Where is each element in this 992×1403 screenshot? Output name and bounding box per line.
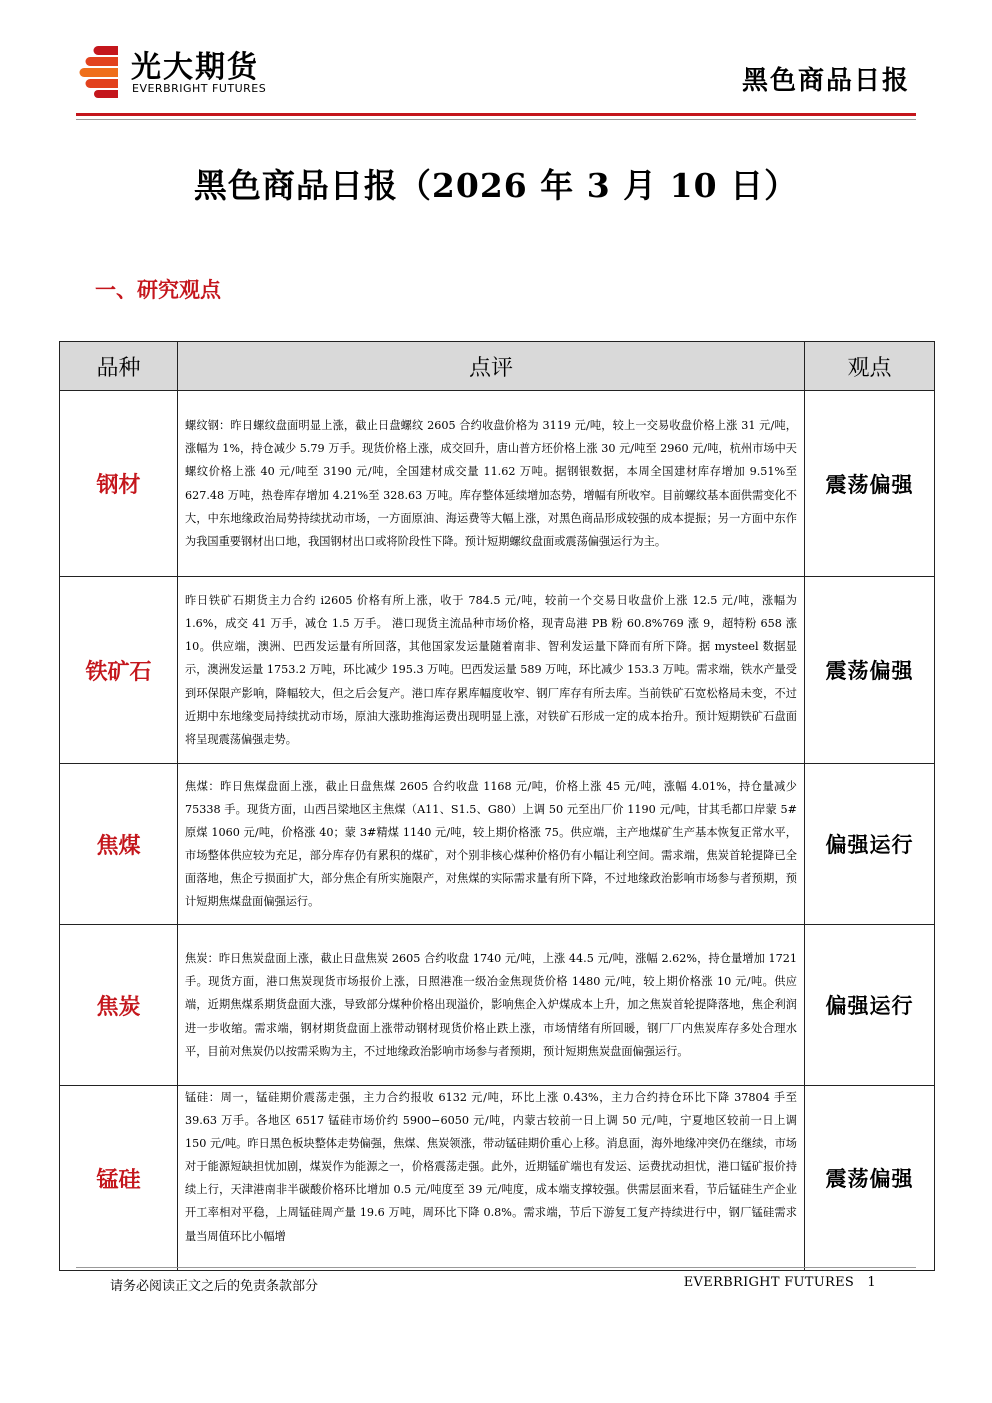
row-view: 震荡偏强 [805, 1086, 935, 1271]
header-red-rule [76, 113, 916, 116]
header-view: 观点 [805, 342, 935, 391]
logo-english-name: EVERBRIGHT FUTURES [132, 82, 267, 95]
row-view: 偏强运行 [805, 925, 935, 1086]
footer-rule [76, 1267, 916, 1268]
header-category: 品种 [60, 342, 178, 391]
row-comment: 焦炭：昨日焦炭盘面上涨，截止日盘焦炭 2605 合约收盘 1740 元/吨，上涨 44.5 元/吨，涨幅 2.62%，持仓量增加 1721 手。现货方面，港口焦炭现货市场报价上涨，日照港准一级冶金焦现货价格 1480 元/吨，较上期价格涨 10 元/吨。供应端，近期焦煤系期货盘面大涨，导致部分煤种价格出现溢价，影响焦企入炉煤成本上升，加之焦炭首轮提降落地，焦企利润进一步收缩。需求端，钢材期货盘面上涨带动钢材现货价格止跌上涨，市场情绪有所回暖，钢厂厂内焦炭库存多处合理水平，目前对焦炭仍以按需采购为主，不过地缘政治影响市场参与者预期，预计短期焦炭盘面偏强运行。 [178, 925, 805, 1086]
row-category: 焦炭 [60, 925, 178, 1086]
row-category: 钢材 [60, 391, 178, 577]
report-name: 黑色商品日报 [741, 66, 910, 96]
table-row [60, 1086, 935, 1271]
everbright-logo-icon [76, 44, 120, 98]
row-comment: 焦煤：昨日焦煤盘面上涨，截止日盘焦煤 2605 合约收盘 1168 元/吨，价格上涨 45 元/吨，涨幅 4.01%，持仓量减少 75338 手。现货方面，山西吕梁地区主焦煤（A11、S1.5、G80）上调 50 元至出厂价 1190 元/吨，甘其毛都口岸蒙 5#原煤 1060 元/吨，价格涨 40；蒙 3#精煤 1140 元/吨，较上期价格涨 75。供应端，主产地煤矿生产基本恢复正常水平，市场整体供应较为充足，部分库存仍有累积的煤矿，对个别非核心煤种价格仍有小幅让利空间。需求端，焦炭首轮提降已全面落地，焦企亏损面扩大，部分焦企有所实施限产，对焦煤的实际需求量有所下降，不过地缘政治影响市场参与者预期，预计短期焦煤盘面偏强运行。 [178, 764, 805, 925]
row-category: 铁矿石 [60, 577, 178, 764]
row-view: 震荡偏强 [805, 577, 935, 764]
row-comment: 昨日铁矿石期货主力合约 i2605 价格有所上涨，收于 784.5 元/吨，较前一个交易日收盘价上涨 12.5 元/吨，涨幅为 1.6%，成交 41 万手，减仓 1.5 万手。 港口现货主流品种市场价格，现青岛港 PB 粉 60.8%769 涨 9，超特粉 658 涨 10。供应端，澳洲、巴西发运量有所回落，其他国家发运量随着南非、智利发运量下降而有所下降。据 mysteel 数据显示，澳洲发运量 1753.2 万吨，环比减少 195.3 万吨。巴西发运量 589 万吨，环比减少 153.3 万吨。需求端，铁水产量受到环保限产影响，降幅较大，但之后会复产。港口库存累库幅度收窄、钢厂库存有所去库。当前铁矿石宽松格局未变，不过近期中东地缘变局持续扰动市场，原油大涨助推海运费出现明显上涨，对铁矿石形成一定的成本抬升。预计短期铁矿石盘面将呈现震荡偏强走势。 [178, 577, 805, 764]
page-number: 1 [867, 1275, 876, 1290]
table-row [60, 925, 935, 1086]
row-comment-cell [178, 1086, 805, 1271]
document-title: 黑色商品日报（2026 年 3 月 10 日） [193, 166, 799, 205]
footer-disclaimer: 请务必阅读正文之后的免责条款部分 [110, 1279, 319, 1294]
row-category: 锰硅 [60, 1086, 178, 1271]
row-category: 焦煤 [60, 764, 178, 925]
footer-company: EVERBRIGHT FUTURES [683, 1275, 855, 1290]
table-row [60, 577, 935, 764]
footer-right [684, 1275, 876, 1290]
header-comment: 点评 [178, 342, 805, 391]
table-row [60, 391, 935, 577]
table-header-row [60, 342, 935, 391]
logo-chinese-name: 光大期货 [131, 50, 259, 85]
row-view: 震荡偏强 [805, 391, 935, 577]
header-thin-rule [76, 119, 916, 120]
table-row [60, 764, 935, 925]
section-heading: 一、研究观点 [95, 278, 221, 302]
research-views-table [59, 341, 935, 1271]
row-comment: 螺纹钢：昨日螺纹盘面明显上涨，截止日盘螺纹 2605 合约收盘价格为 3119 元/吨，较上一交易收盘价格上涨 31 元/吨，涨幅为 1%，持仓减少 5.79 万手。现货价格上涨，成交回升，唐山普方坯价格上涨 30 元/吨至 2960 元/吨，杭州市场中天螺纹价格上涨 40 元/吨至 3190 元/吨，全国建材成交量 11.62 万吨。据钢银数据，本周全国建材库存增加 9.51%至 627.48 万吨，热卷库存增加 4.21%至 328.63 万吨。库存整体延续增加态势，增幅有所收窄。目前螺纹基本面供需变化不大，中东地缘政治局势持续扰动市场，一方面原油、海运费等大幅上涨，对黑色商品形成较强的成本提振；另一方面中东作为我国重要钢材出口地，我国钢材出口或将阶段性下降。预计短期螺纹盘面或震荡偏强运行为主。 [178, 391, 805, 577]
row-view: 偏强运行 [805, 764, 935, 925]
row-comment: 锰硅：周一，锰硅期价震荡走强，主力合约报收 6132 元/吨，环比上涨 0.43%，主力合约持仓环比下降 37804 手至 39.63 万手。各地区 6517 锰硅市场价约 5900−6050 元/吨，内蒙古较前一日上调 50 元/吨，宁夏地区较前一日上调 150 元/吨。昨日黑色板块整体走势偏强，焦煤、焦炭领涨，带动锰硅期价重心上移。消息面，海外地缘冲突仍在继续，市场对于能源短缺担忧加剧，煤炭作为能源之一，价格震荡走强。此外，近期锰矿端也有发运、运费扰动担忧，港口锰矿报价持续上行，天津港南非半碳酸价格环比增加 0.5 元/吨度至 39 元/吨度，成本端支撑较强。供需层面来看，节后锰硅生产企业开工率相对平稳，上周锰硅周产量 19.6 万吨，周环比下降 0.8%。需求端，节后下游复工复产持续进行中，钢厂锰硅需求量当周值环比小幅增 [185, 1091, 797, 1243]
page-header [76, 38, 916, 122]
